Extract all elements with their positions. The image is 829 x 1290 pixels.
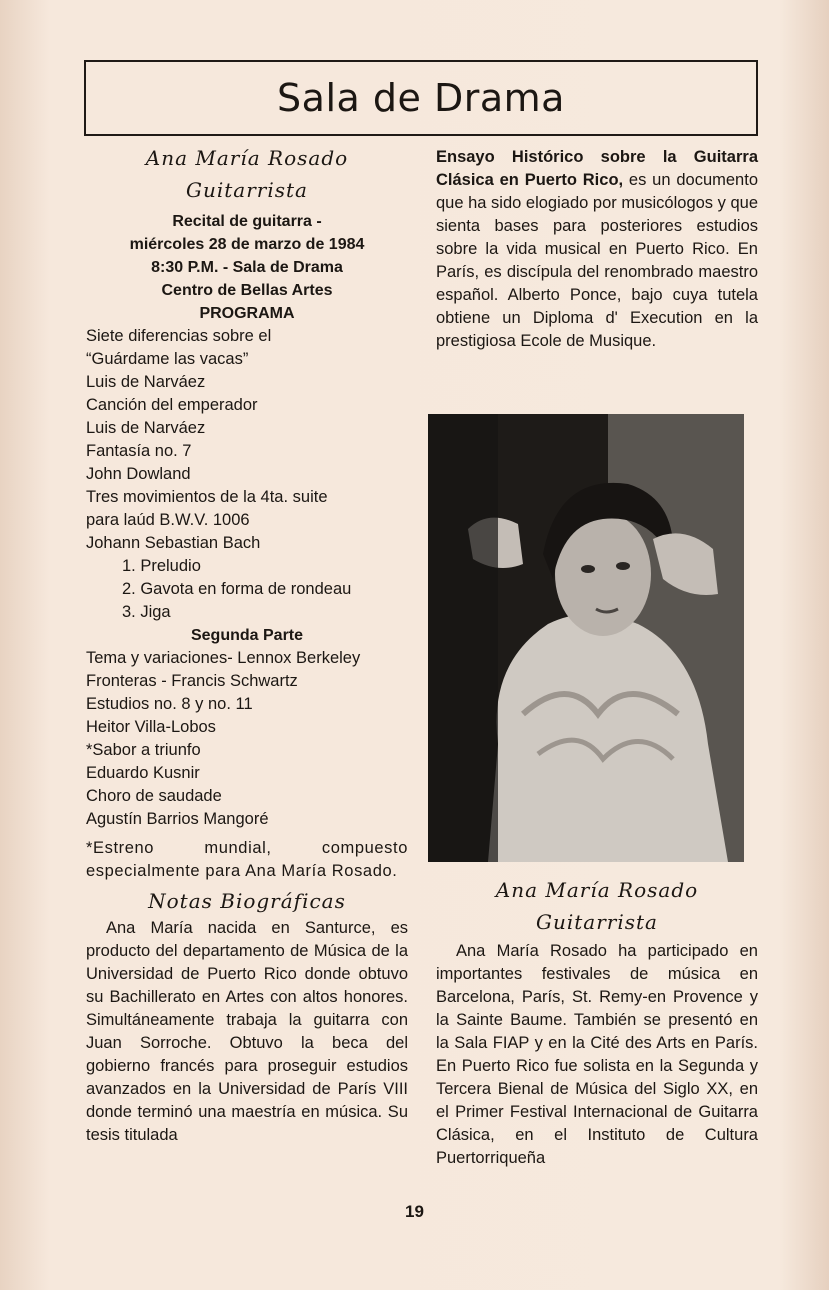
- program-item: Eduardo Kusnir: [86, 764, 200, 782]
- caption-role: Guitarrista: [536, 910, 658, 934]
- program-item: Siete diferencias sobre el: [86, 327, 272, 345]
- recital-time-venue: 8:30 P.M. - Sala de Drama: [151, 259, 343, 276]
- recital-date: miércoles 28 de marzo de 1984: [129, 236, 365, 253]
- bio-heading: Notas Biográficas: [148, 889, 346, 913]
- program-item: Johann Sebastian Bach: [86, 534, 261, 552]
- program-item: Tres movimientos de la 4ta. suite: [86, 488, 328, 506]
- program-item: Tema y variaciones- Lennox Berkeley: [86, 649, 361, 667]
- photo-illustration: [428, 414, 744, 862]
- movement-item: 1. Preludio: [122, 557, 201, 575]
- thesis-text: es un documento que ha sido elogiado por musicólogos y que sienta bases para posteriores estudios sobre la vida musical en Puerto Rico. En París, es discípula del renombrado maestro español. Alberto Ponce, bajo cuya tutela obtiene un Diploma d' Execution en la prestigiosa Ecole de Musique.: [436, 171, 758, 350]
- bio-text: Ana María nacida en Santurce, es producto del departamento de Música de la Universidad de Puerto Rico donde obtuvo su Bachillerato en Artes con altos honores. Simultáneamente trabaja la guitarra con Juan Sorroche. Obtuvo la beca del gobierno francés para proseguir estudios avanzados en la Universidad de París VIII donde terminó una maestría en música. Su tesis titulada: [86, 919, 408, 1144]
- program-item: *Sabor a triunfo: [86, 741, 201, 759]
- right-column-lower: [436, 874, 758, 1170]
- program-item: Luis de Narváez: [86, 373, 206, 391]
- title-box: [84, 60, 758, 136]
- page-title: Sala de Drama: [277, 76, 565, 120]
- program-item: para laúd B.W.V. 1006: [86, 511, 250, 529]
- part2-heading: Segunda Parte: [190, 627, 304, 644]
- thesis-paragraph: [436, 146, 758, 353]
- bio-continued: Ana María Rosado ha participado en importantes festivales de música en Barcelona, París, St. Remy-en Provence y la Sainte Baume. También se presentó en la Sala FIAP y en la Cité des Arts en París. En Puerto Rico fue solista en la Segunda y Tercera Bienal de Música del Siglo XX, en el Primer Festival Internacional de Guitarra Clásica, en el Instituto de Cultura Puertorriqueña: [436, 942, 758, 1167]
- caption-name: Ana María Rosado: [495, 878, 699, 902]
- recital-line: Recital de guitarra -: [172, 213, 322, 230]
- program-item: “Guárdame las vacas”: [86, 350, 249, 368]
- recital-info: [86, 210, 408, 325]
- performer-photo: [428, 414, 744, 862]
- recital-center: Centro de Bellas Artes: [161, 282, 333, 299]
- page-number: 19: [405, 1202, 424, 1221]
- program-item: Agustín Barrios Mangoré: [86, 810, 269, 828]
- program-item: John Dowland: [86, 465, 191, 483]
- thesis-title: Ensayo Histórico sobre la Guitarra Clásica en Puerto Rico,: [436, 148, 758, 189]
- program-item: Fronteras - Francis Schwartz: [86, 672, 298, 690]
- program-item: Heitor Villa-Lobos: [86, 718, 216, 736]
- program-item: Luis de Narváez: [86, 419, 206, 437]
- program-item: Canción del emperador: [86, 396, 258, 414]
- premiere-footnote: *Estreno mundial, compuesto especialmente para Ana María Rosado.: [86, 839, 408, 880]
- movement-item: 3. Jiga: [122, 603, 171, 621]
- movement-item: 2. Gavota en forma de rondeau: [122, 580, 352, 598]
- performer-name: Ana María Rosado: [145, 146, 349, 170]
- program-heading: PROGRAMA: [199, 305, 295, 322]
- program-item: Fantasía no. 7: [86, 442, 192, 460]
- performer-role: Guitarrista: [186, 178, 308, 202]
- program-part1: [86, 325, 408, 624]
- right-column: [436, 146, 758, 353]
- program-item: Choro de saudade: [86, 787, 222, 805]
- program-part2: [86, 647, 408, 831]
- left-column: [86, 142, 408, 1147]
- program-item: Estudios no. 8 y no. 11: [86, 695, 253, 713]
